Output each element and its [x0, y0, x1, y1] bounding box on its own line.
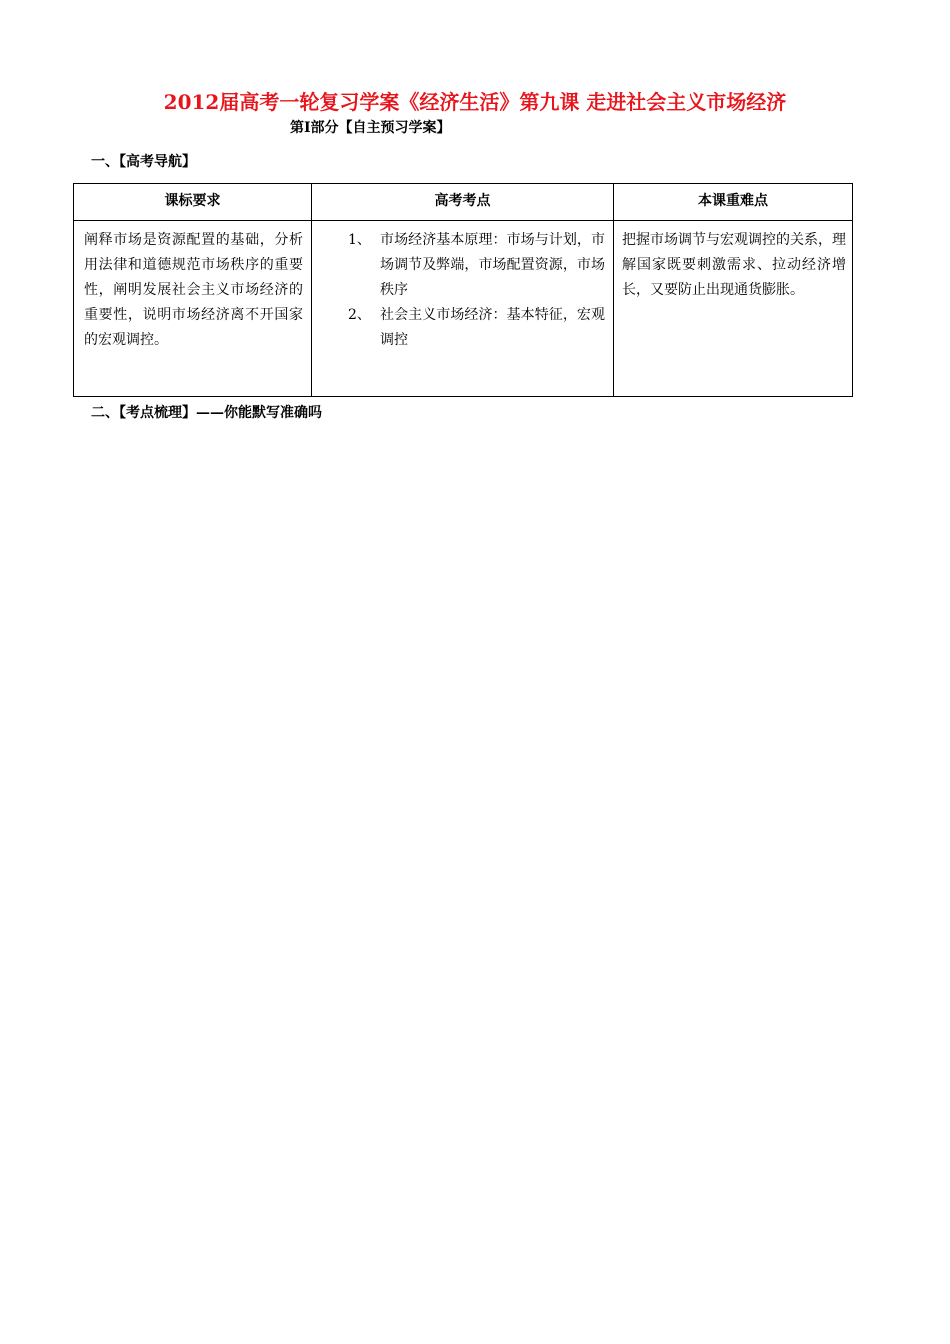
section-heading-exam-points-review: 二、【考点梳理】——你能默写准确吗	[91, 405, 322, 421]
header-key-difficulties: 本课重难点	[614, 184, 853, 221]
list-item-text: 社会主义市场经济：基本特征，宏观调控	[380, 307, 605, 348]
section-heading-exam-guide: 一、【高考导航】	[91, 154, 196, 170]
header-exam-points: 高考考点	[312, 184, 614, 221]
cell-exam-points	[312, 221, 614, 397]
table-row	[74, 221, 853, 397]
list-item-number: 1、	[348, 232, 371, 248]
list-item-text: 市场经济基本原理：市场与计划，市场调节及弊端，市场配置资源，市场秩序	[380, 232, 605, 298]
list-item-number: 2、	[348, 307, 371, 323]
cell-curriculum-requirements: 阐释市场是资源配置的基础，分析用法律和道德规范市场秩序的重要性，阐明发展社会主义市场经济的重要性，说明市场经济离不开国家的宏观调控。	[74, 221, 312, 397]
exam-points-list	[348, 228, 605, 353]
cell-key-difficulties: 把握市场调节与宏观调控的关系，理解国家既要刺激需求、拉动经济增长，又要防止出现通货膨胀。	[614, 221, 853, 397]
header-curriculum-requirements: 课标要求	[74, 184, 312, 221]
exam-guide-table	[73, 183, 853, 397]
document-title: 2012届高考一轮复习学案《经济生活》第九课 走进社会主义市场经济	[163, 90, 787, 114]
table-header-row	[74, 184, 853, 221]
part-heading: 第Ⅰ部分【自主预习学案】	[290, 120, 451, 136]
list-item	[348, 303, 605, 353]
list-item	[348, 228, 605, 303]
